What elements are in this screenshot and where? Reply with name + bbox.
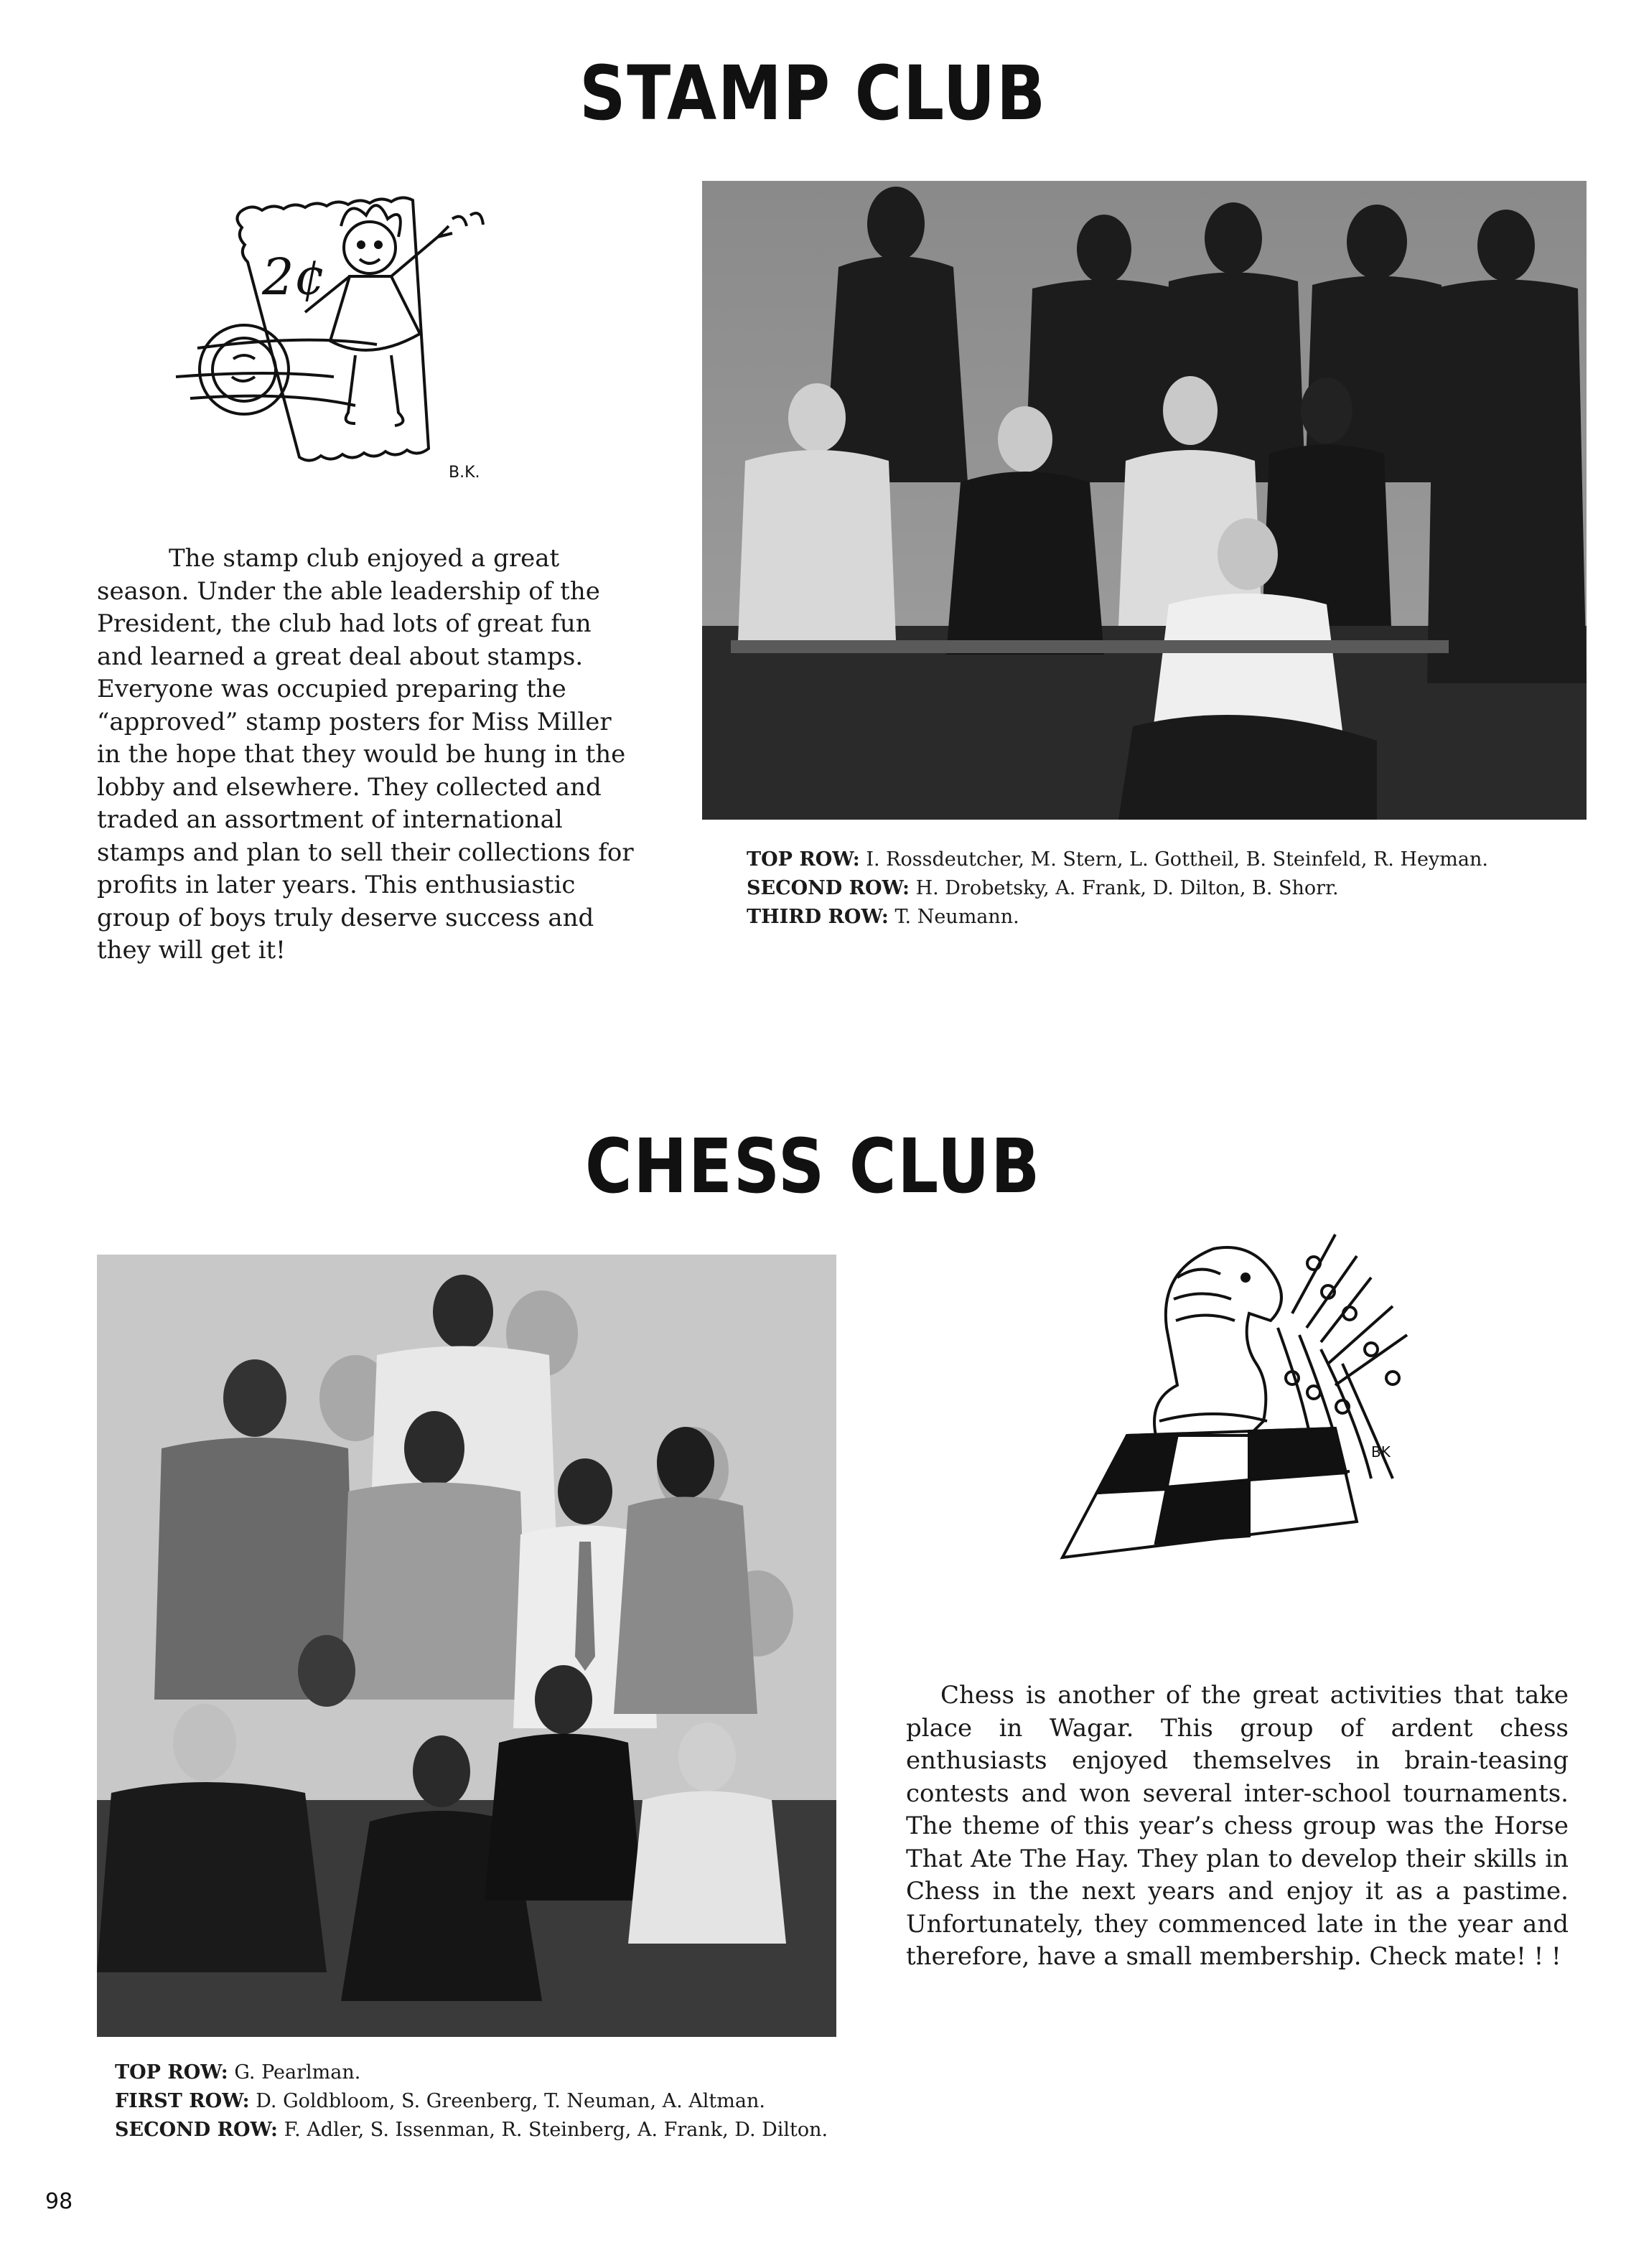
- chess-drawing-initials: BK: [1371, 1443, 1391, 1461]
- stamp-club-group-photo: [702, 181, 1587, 820]
- stamp-club-paragraph: The stamp club enjoyed a great season. Under the able leadership of the President, the club had lots of great fun and learned a great deal about stamps. Everyone was occupied preparing the “approved” stamp posters for Miss Miller in the hope that they would be hung in the lobby and elsewhere. They collected and traded an assortment of international stamps and plan to sell their collections for profits in later years. This enthusiastic group of boys truly deserve success and they will get it!: [97, 544, 634, 965]
- chess-club-title: CHESS CLUB: [584, 1123, 1041, 1210]
- chess-club-caption: [115, 2058, 833, 2145]
- stamp-value: 2¢: [262, 248, 327, 306]
- chess-club-paragraph: Chess is another of the great activities that take place in Wagar. This group of ardent chess enthusiasts enjoyed themselves in brain-teasing contests and won several inter-school tournaments. The theme of this year’s chess group was the Horse That Ate The Hay. They plan to develop their skills in Chess in the next years and enjoy it as a pastime. Unfortunately, they commenced late in the year and therefore, have a small membership. Check mate! ! !: [906, 1681, 1569, 1971]
- caption-line: THIRD ROW: T. Neumann.: [747, 906, 1019, 928]
- caption-line: SECOND ROW: H. Drobetsky, A. Frank, D. Dilton, B. Shorr.: [747, 877, 1339, 899]
- stamp-club-title: STAMP CLUB: [579, 50, 1047, 137]
- caption-line: TOP ROW: I. Rossdeutcher, M. Stern, L. Gottheil, B. Steinfeld, R. Heyman.: [747, 848, 1488, 871]
- page-number: 98: [45, 2189, 73, 2214]
- chess-club-group-photo: [97, 1255, 836, 2037]
- stamp-drawing: [162, 176, 564, 492]
- stamp-drawing-initials: B.K.: [449, 464, 480, 482]
- caption-line: SECOND ROW: F. Adler, S. Issenman, R. Steinberg, A. Frank, D. Dilton.: [115, 2119, 828, 2141]
- caption-line: FIRST ROW: D. Goldbloom, S. Greenberg, T. Neuman, A. Altman.: [115, 2090, 765, 2112]
- caption-line: TOP ROW: G. Pearlman.: [115, 2061, 361, 2084]
- chess-knight-drawing: [1034, 1220, 1436, 1579]
- stamp-club-caption: [747, 845, 1579, 932]
